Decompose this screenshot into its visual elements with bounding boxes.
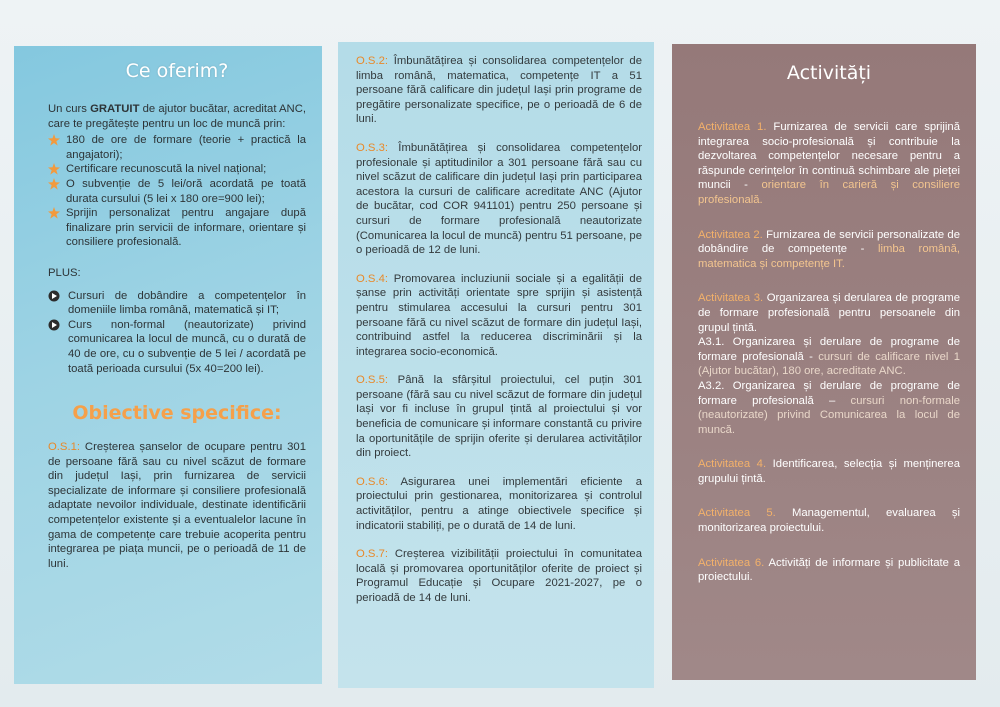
free-label: GRATUIT [90, 103, 140, 115]
offer-intro [48, 102, 306, 131]
activity-2 [698, 228, 960, 272]
activity-label: Activitatea 6. [698, 556, 765, 569]
activity-label: Activitatea 2. [698, 228, 763, 241]
activity-1 [698, 120, 960, 208]
list-item-text: Curs non-formal (neautorizate) privind comunicarea la locul de muncă, cu o durată de 40 de ore, cu o subvenție de 5 lei / acordată pe toată perioada cursului (5x 40=200 lei). [68, 318, 306, 375]
activity-3 [698, 291, 960, 437]
objectives-title: Obiective specifice: [72, 402, 282, 425]
objective-text: Până la sfârșitul proiectului, cel puțin 301 persoane (fără sau cu nivel scăzut de formare din județul Iași vor fi incluse în grupul țintă al proiectului și vor beneficia de comunicare și informare constantă cu privire la oportunitățile de sprijin oferite și derularea activităților din proiect. [356, 374, 642, 460]
objective-text: Creșterea vizibilității proiectului în comunitatea locală și promovarea oportunităților oferite de proiect și Programul Educație și Ocupare 2021-2027, pe o perioadă de 14 de luni. [356, 548, 642, 604]
activity-label: Activitatea 5. [698, 507, 776, 520]
list-item-text: 180 de ore de formare (teorie + practică la angajatori); [66, 134, 306, 161]
activity-text: Organizarea și derularea de programe de formare profesională pentru persoanele din grupul țintă. [698, 292, 960, 334]
objective-text: Promovarea incluziunii sociale și a egalității de șanse prin activități orientate spre sprijin și asistență pentru stimularea accesului la cursuri pentru 301 persoane fără cu nivel scăzut de formare din județul Iași, contribuind astfel la reducerea discriminării și la integrarea socio-economică. [356, 272, 642, 358]
arrow-circle-icon [48, 319, 60, 331]
activities-panel [672, 44, 976, 680]
objective-text: Asigurarea unei implementări eficiente a proiectului prin gestionarea, monitorizarea și controlul activităților, pentru a atinge obiectivele specifice și indicatorii stabiliți, pe o durată de 14 de luni. [356, 475, 642, 532]
activities-title: Activități [786, 62, 872, 84]
list-item [48, 133, 306, 162]
offer-title: Ce oferim? [125, 60, 229, 82]
objective-os7 [356, 547, 642, 605]
offer-list [48, 133, 306, 250]
list-item-text: Cursuri de dobândire a competențelor în domeniile limba română, matematică și IT; [68, 289, 306, 317]
activity-text: Identificarea, selecția și menținerea grupului țintă. [698, 458, 960, 485]
activity-highlight: limba română, matematica și competențe IT. [698, 243, 960, 270]
objective-label: O.S.7: [356, 548, 389, 561]
activity-sub-text: A3.1. Organizarea și derulare de programe de formare profesională - [698, 336, 960, 363]
plus-label: PLUS: [48, 266, 81, 279]
list-item [48, 289, 306, 318]
objective-label: O.S.3: [356, 141, 389, 154]
activity-label: Activitatea 3. [698, 292, 764, 305]
list-item-text: Certificare recunoscută la nivel național; [66, 163, 267, 176]
intro-text-rest: de ajutor bucătar, acreditat ANC, care te pregătește pentru un loc de muncă prin: [48, 103, 306, 130]
activity-highlight: orientare în carieră și consiliere profesională. [698, 179, 960, 206]
plus-list [48, 289, 306, 377]
activity-sub-text: A3.2. Organizarea și derulare de programe de formare profesională – [698, 379, 960, 407]
list-item-text: O subvenție de 5 lei/oră acordată pe toată durata cursului (5 lei x 180 ore=900 lei); [66, 177, 306, 205]
list-item [48, 318, 306, 376]
activity-text: Furnizarea de servicii personalizate de dobândire de competențe - [698, 228, 960, 256]
star-icon [48, 163, 60, 175]
objective-text: Creșterea șanselor de ocupare pentru 301 de persoane fără sau cu nivel scăzut de formare din județul Iași, prin furnizarea de servicii specializate de informare și consiliere profesională adaptate nevoilor individuale, destinate identificării competențelor existente și a eventualelor lacune în gama de competențe care trebuie acoperita pentru integrarea pe piața muncii, pe o perioadă de 11 de luni. [48, 441, 306, 570]
intro-text: Un curs [48, 103, 91, 115]
activity-5 [698, 506, 960, 535]
activity-text: Managementul, evaluarea și monitorizarea proiectului. [698, 507, 960, 535]
activity-4 [698, 457, 960, 486]
objective-os6 [356, 475, 642, 533]
objectives-panel [338, 42, 654, 688]
objective-os1 [48, 440, 306, 571]
objective-text: Îmbunătățirea și consolidarea competențelor profesionale și aptitudinilor a 301 persoane fără sau cu nivel scăzut de calificare din județul Iași prin participarea acestora la cursuri de calificare acreditate ANC (Ajutor de bucătar, cod COR 941101) pentru 250 persoane și cursuri de formare profesională neautorizate (Comunicarea la locul de muncă) pentru 51 persoane, pe o perioadă de 12 de luni. [356, 141, 642, 257]
arrow-circle-icon [48, 290, 60, 302]
star-icon [48, 178, 60, 190]
offer-panel [14, 46, 322, 684]
activity-6 [698, 556, 960, 585]
star-icon [48, 207, 60, 219]
objective-label: O.S.2: [356, 55, 389, 67]
activity-label: Activitatea 4. [698, 458, 767, 471]
objective-os5 [356, 373, 642, 461]
objective-os3 [356, 141, 642, 258]
activity-text: Furnizarea de servicii care sprijină integrarea socio-profesională și contribuie la dezvoltarea competențelor necesare pentru a răspunde cerințelor în continuă schimbare ale pieței muncii - [698, 121, 960, 192]
objective-os4 [356, 272, 642, 360]
star-icon [48, 134, 60, 146]
list-item [48, 177, 306, 206]
list-item [48, 206, 306, 250]
objective-os2 [356, 54, 642, 127]
objective-label: O.S.5: [356, 374, 389, 387]
list-item [48, 162, 306, 177]
objective-label: O.S.1: [48, 441, 81, 454]
objective-label: O.S.4: [356, 272, 389, 285]
activity-highlight: cursuri de calificare nivel 1 (Ajutor bucătar), 180 ore, acreditate ANC. [698, 350, 961, 378]
activity-highlight: cursuri non-formale (neautorizate) privind Comunicarea la locul de muncă. [698, 394, 960, 436]
objective-label: O.S.6: [356, 475, 389, 488]
objective-text: Îmbunătățirea și consolidarea competențelor de limba română, matematica, competențe IT a 51 persoane fără calificare din județul Iași prin programe de pregătire personalizate specifice, pe o perioadă de 6 de luni. [356, 55, 642, 126]
list-item-text: Sprijin personalizat pentru angajare după finalizare prin servicii de informare, orientare și consiliere profesională. [66, 207, 306, 249]
activity-text: Activități de informare și publicitate a proiectului. [698, 556, 960, 584]
activity-label: Activitatea 1. [698, 121, 767, 133]
